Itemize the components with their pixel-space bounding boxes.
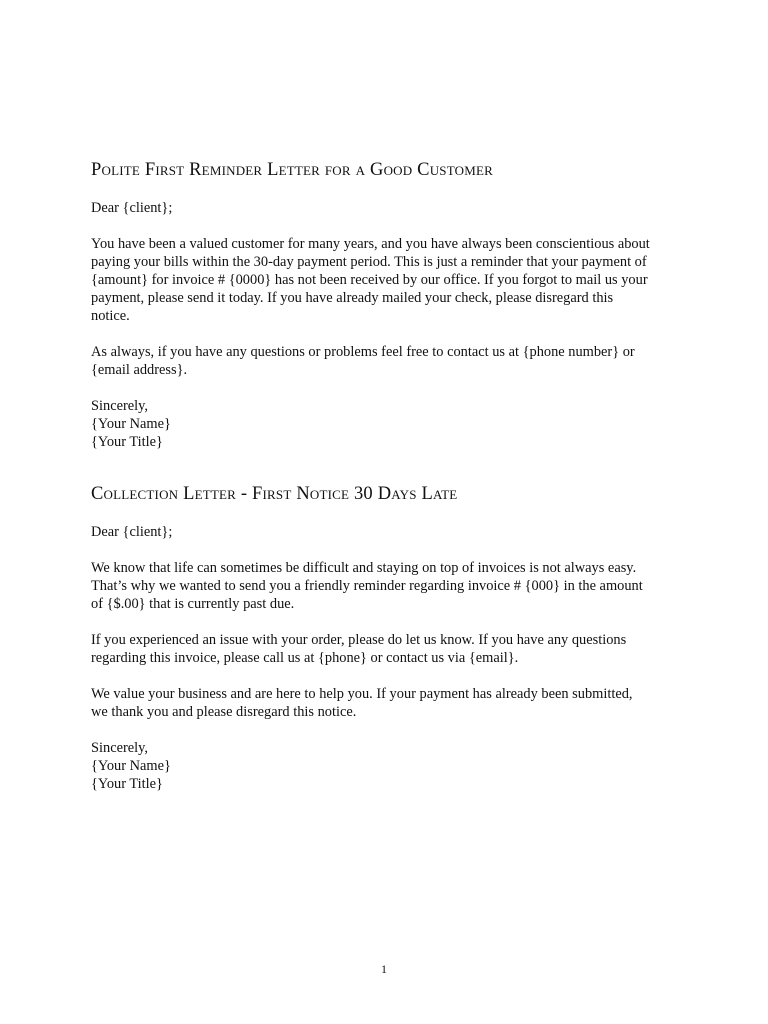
text-line: We know that life can sometimes be difficult and staying on top of invoices is not always easy. bbox=[91, 560, 637, 576]
text-line: We value your business and are here to help you. If your payment has already been submitted, bbox=[91, 686, 633, 702]
letter1-greeting: Dear {client}; bbox=[91, 200, 173, 216]
text-line: regarding this invoice, please call us at {phone} or contact us via {email}. bbox=[91, 650, 519, 666]
text-line: That’s why we wanted to send you a friendly reminder regarding invoice # {000} in the amount bbox=[91, 578, 643, 594]
text-line: As always, if you have any questions or problems feel free to contact us at {phone number} or bbox=[91, 344, 635, 360]
text-line: If you experienced an issue with your order, please do let us know. If you have any questions bbox=[91, 632, 627, 648]
letter2-greeting: Dear {client}; bbox=[91, 524, 173, 540]
signer-title: {Your Title} bbox=[91, 776, 163, 792]
letter2-paragraph-2 bbox=[91, 631, 691, 667]
letter2-paragraph-1 bbox=[91, 559, 691, 613]
text-line: notice. bbox=[91, 308, 130, 324]
letter2-title: Collection Letter - First Notice 30 Days Late bbox=[91, 484, 458, 504]
letter1-paragraph-1 bbox=[91, 235, 691, 325]
letter1-paragraph-2 bbox=[91, 343, 691, 379]
letter1-signature bbox=[91, 397, 691, 451]
text-line: {email address}. bbox=[91, 362, 188, 378]
signer-name: {Your Name} bbox=[91, 416, 171, 432]
text-line: payment, please send it today. If you have already mailed your check, please disregard this bbox=[91, 290, 614, 306]
closing: Sincerely, bbox=[91, 398, 149, 414]
text-line: You have been a valued customer for many years, and you have always been conscientious about bbox=[91, 236, 650, 252]
page-number: 1 bbox=[381, 962, 387, 976]
text-line: {amount} for invoice # {0000} has not been received by our office. If you forgot to mail us your bbox=[91, 272, 648, 288]
letter2-paragraph-3 bbox=[91, 685, 691, 721]
letters-content bbox=[91, 158, 691, 793]
letter2-signature bbox=[91, 739, 691, 793]
letter1-title: Polite First Reminder Letter for a Good Customer bbox=[91, 160, 493, 180]
text-line: we thank you and please disregard this notice. bbox=[91, 704, 357, 720]
signer-title: {Your Title} bbox=[91, 434, 163, 450]
closing: Sincerely, bbox=[91, 740, 149, 756]
text-line: paying your bills within the 30-day payment period. This is just a reminder that your payment of bbox=[91, 254, 647, 270]
signer-name: {Your Name} bbox=[91, 758, 171, 774]
text-line: of {$.00} that is currently past due. bbox=[91, 596, 295, 612]
